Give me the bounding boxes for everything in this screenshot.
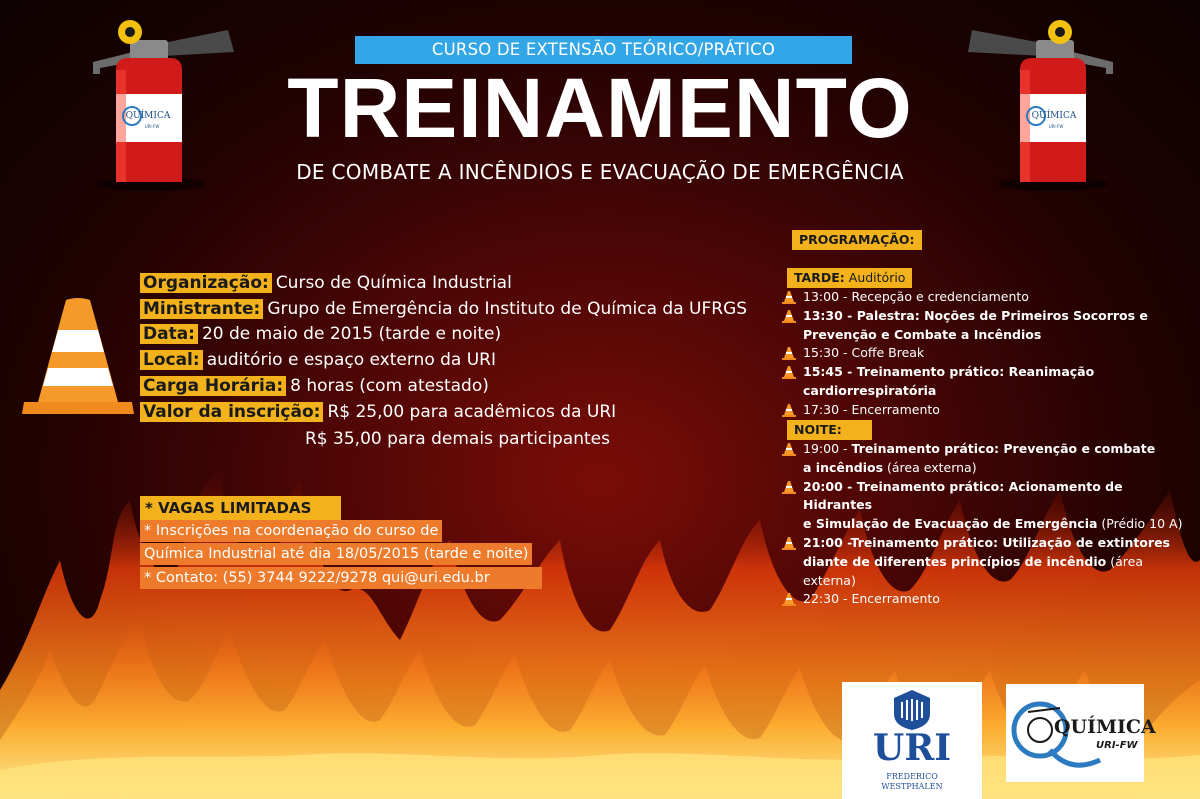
schedule-item: 21:00 -Treinamento prático: Utilização de extintores diante de diferentes princípios de incêndio (área externa): [780, 534, 1195, 590]
schedule-item: 15:45 - Treinamento prático: Reanimação cardiorrespiratória: [780, 363, 1195, 401]
notice-line-1: * Inscrições na coordenação do curso de: [140, 520, 442, 542]
traffic-cone-icon: [22, 298, 134, 418]
info-local: Local: auditório e espaço externo da URI: [140, 349, 496, 371]
cone-icon: [782, 480, 796, 494]
info-label: Ministrante:: [140, 299, 263, 319]
main-title: TREINAMENTO: [287, 61, 913, 155]
noite-heading: NOITE:: [787, 420, 872, 440]
info-ministrante: Ministrante: Grupo de Emergência do Instituto de Química da UFRGS: [140, 298, 747, 320]
svg-text:URI-FW: URI-FW: [144, 124, 160, 129]
uri-name: URI: [872, 727, 952, 769]
schedule-item: 15:30 - Coffe Break: [780, 344, 1195, 363]
cone-icon: [782, 365, 796, 379]
uri-emblem-icon: [894, 690, 930, 730]
notice-contact: * Contato: (55) 3744 9222/9278 qui@uri.edu.br: [140, 567, 542, 589]
cone-icon: [782, 309, 796, 323]
cone-icon: [782, 442, 796, 456]
course-banner: CURSO DE EXTENSÃO TEÓRICO/PRÁTICO: [355, 36, 852, 64]
cone-icon: [782, 346, 796, 360]
schedule-item: 17:30 - Encerramento: [780, 401, 1195, 420]
uri-logo: [842, 682, 982, 799]
tarde-heading: TARDE: Auditório: [787, 268, 912, 288]
info-valor: Valor da inscrição: R$ 25,00 para acadêmicos da URI: [140, 401, 616, 423]
noite-schedule: [780, 440, 1195, 609]
info-label: Valor da inscrição:: [140, 402, 323, 422]
extinguisher-label-left: QUÍMICA: [125, 111, 171, 121]
schedule-item: 13:30 - Palestra: Noções de Primeiros Socorros e Prevenção e Combate a Incêndios: [780, 307, 1195, 345]
schedule-item: 20:00 - Treinamento prático: Acionamento de Hidrantes e Simulação de Evacuação de Emergência (Prédio 10 A): [780, 478, 1195, 534]
subtitle: DE COMBATE A INCÊNDIOS E EVACUAÇÃO DE EMERGÊNCIA: [296, 160, 904, 184]
programacao-heading: PROGRAMAÇÃO:: [792, 230, 922, 250]
notice-line-2: Química Industrial até dia 18/05/2015 (tarde e noite): [140, 543, 532, 565]
info-organizacao: Organização: Curso de Química Industrial: [140, 272, 512, 294]
schedule-item: 19:00 - Treinamento prático: Prevenção e combate a incêndios (área externa): [780, 440, 1195, 478]
quimica-subtitle: URI-FW: [1096, 740, 1138, 751]
info-label: Carga Horária:: [140, 376, 286, 396]
quimica-name: QUÍMICA: [1054, 716, 1156, 738]
cone-icon: [782, 536, 796, 550]
uri-subtitle: FREDERICO WESTPHALEN: [881, 772, 943, 791]
info-valor-extra: R$ 35,00 para demais participantes: [305, 429, 610, 449]
schedule-item: 13:00 - Recepção e credenciamento: [780, 288, 1195, 307]
cone-icon: [782, 403, 796, 417]
info-label: Local:: [140, 350, 203, 370]
schedule-item: 22:30 - Encerramento: [780, 590, 1195, 609]
quimica-logo: [1006, 684, 1156, 782]
cone-icon: [782, 290, 796, 304]
svg-text:URI-FW: URI-FW: [1048, 124, 1064, 129]
info-data: Data: 20 de maio de 2015 (tarde e noite): [140, 323, 501, 345]
info-carga-horaria: Carga Horária: 8 horas (com atestado): [140, 375, 489, 397]
info-label: Organização:: [140, 273, 272, 293]
tarde-schedule: [780, 288, 1195, 420]
extinguisher-label-right: QUÍMICA: [1031, 111, 1077, 121]
cone-icon: [782, 592, 796, 606]
vagas-limitadas-badge: * VAGAS LIMITADAS: [140, 496, 341, 520]
info-label: Data:: [140, 324, 198, 344]
